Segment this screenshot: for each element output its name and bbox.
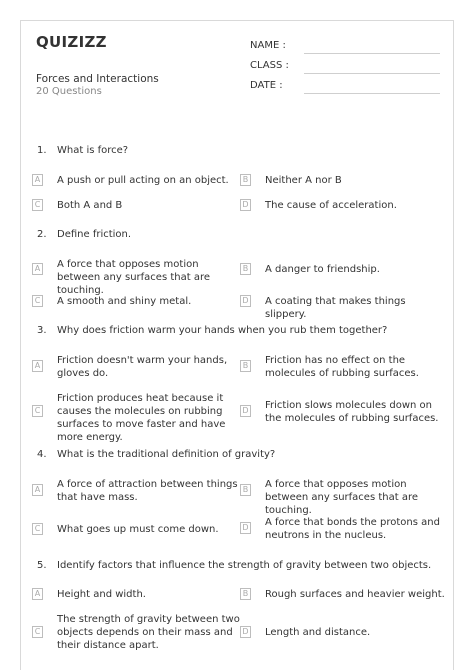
option-letter-box: A: [32, 360, 43, 372]
question-number: 3.: [37, 325, 47, 336]
option-text: A danger to friendship.: [265, 264, 380, 275]
option-letter-box: C: [32, 405, 43, 417]
option-text: The cause of acceleration.: [265, 200, 397, 211]
class-field[interactable]: [250, 60, 440, 74]
question-count: 20 Questions: [36, 86, 102, 97]
name-label: NAME :: [250, 40, 286, 51]
option-text: Height and width.: [57, 589, 146, 600]
option-letter-box: A: [32, 263, 43, 275]
option-text: A coating that makes things slippery.: [265, 296, 406, 320]
question-number: 5.: [37, 560, 47, 571]
option-text: A smooth and shiny metal.: [57, 296, 192, 307]
option-text: Length and distance.: [265, 627, 371, 638]
option-letter-box: C: [32, 523, 43, 535]
worksheet-page: [20, 20, 454, 670]
question-text: What is the traditional definition of gravity?: [57, 449, 276, 460]
option-letter-box: B: [240, 263, 251, 275]
option-text: A force of attraction between things that have mass.: [57, 479, 238, 503]
question-text: Identify factors that influence the strength of gravity between two objects.: [57, 560, 432, 571]
class-line: [304, 73, 440, 74]
option-text: A force that bonds the protons and neutrons in the nucleus.: [265, 517, 440, 541]
class-label: CLASS :: [250, 60, 289, 71]
option-letter-box: A: [32, 484, 43, 496]
option-letter-box: D: [240, 295, 251, 307]
option-letter-box: C: [32, 199, 43, 211]
option-text: The strength of gravity between two objects depends on their mass and their distance apart.: [57, 614, 240, 651]
option-text: Neither A nor B: [265, 175, 342, 186]
option-letter-box: B: [240, 484, 251, 496]
question-number: 4.: [37, 449, 47, 460]
option-text: Rough surfaces and heavier weight.: [265, 589, 445, 600]
date-field[interactable]: [250, 80, 440, 94]
option-text: Both A and B: [57, 200, 123, 211]
option-text: Friction produces heat because it causes the molecules on rubbing surfaces to move faster and have more energy.: [57, 393, 226, 443]
quizizz-logo: QUIZIZZ: [36, 33, 107, 51]
question-text: Define friction.: [57, 229, 132, 240]
date-line: [304, 93, 440, 94]
name-field[interactable]: [250, 40, 440, 54]
option-text: A force that opposes motion between any surfaces that are touching.: [265, 479, 418, 516]
date-label: DATE :: [250, 80, 283, 91]
worksheet-title: Forces and Interactions: [36, 73, 159, 85]
option-letter-box: C: [32, 626, 43, 638]
option-letter-box: A: [32, 174, 43, 186]
question-number: 1.: [37, 145, 47, 156]
question-text: Why does friction warm your hands when you rub them together?: [57, 325, 388, 336]
option-text: Friction slows molecules down on the molecules of rubbing surfaces.: [265, 400, 439, 424]
option-letter-box: A: [32, 588, 43, 600]
option-letter-box: C: [32, 295, 43, 307]
option-text: Friction doesn't warm your hands, gloves do.: [57, 355, 228, 379]
option-letter-box: D: [240, 405, 251, 417]
option-text: What goes up must come down.: [57, 524, 219, 535]
question-number: 2.: [37, 229, 47, 240]
option-text: A push or pull acting on an object.: [57, 175, 229, 186]
option-letter-box: B: [240, 360, 251, 372]
name-line: [304, 53, 440, 54]
option-text: Friction has no effect on the molecules of rubbing surfaces.: [265, 355, 419, 379]
option-letter-box: D: [240, 522, 251, 534]
option-letter-box: D: [240, 199, 251, 211]
option-letter-box: B: [240, 174, 251, 186]
option-letter-box: B: [240, 588, 251, 600]
option-letter-box: D: [240, 626, 251, 638]
option-text: A force that opposes motion between any surfaces that are touching.: [57, 259, 210, 296]
question-text: What is force?: [57, 145, 129, 156]
